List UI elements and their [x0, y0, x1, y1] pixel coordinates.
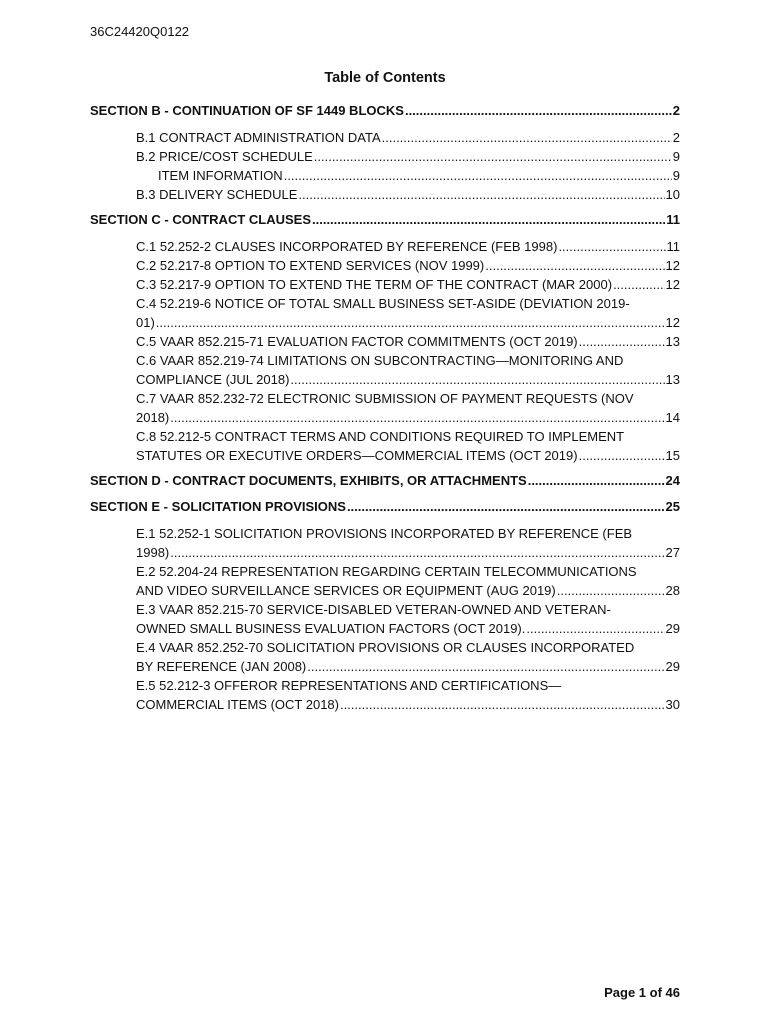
toc-page-number: 12	[665, 258, 680, 273]
toc-item-label: STATUTES OR EXECUTIVE ORDERS—COMMERCIAL ITEMS (OCT 2019)	[136, 448, 578, 463]
toc-page-number: 13	[665, 372, 680, 387]
toc-item-label-line: E.1 52.252-1 SOLICITATION PROVISIONS INCORPORATED BY REFERENCE (FEB	[136, 526, 633, 541]
dot-leader	[170, 543, 664, 562]
toc-page-number: 11	[666, 239, 680, 254]
toc-item-label: 01)	[136, 315, 155, 330]
toc-item-label: C.3 52.217-9 OPTION TO EXTEND THE TERM OF THE CONTRACT (MAR 2000)	[136, 277, 613, 292]
toc-section-label: SECTION D - CONTRACT DOCUMENTS, EXHIBITS, OR ATTACHMENTS	[90, 473, 527, 488]
toc-title: Table of Contents	[324, 70, 446, 86]
toc-page-number: 9	[672, 149, 680, 164]
toc-section-entry[interactable]	[90, 472, 680, 490]
toc-page-number: 12	[665, 315, 680, 330]
dot-leader	[579, 446, 665, 465]
toc-item-entry[interactable]	[136, 638, 680, 676]
toc-page-number: 14	[665, 410, 680, 425]
toc-page-number: 13	[665, 334, 680, 349]
toc-page-number: 11	[666, 212, 680, 227]
toc-item-entry[interactable]	[136, 275, 680, 294]
toc-page-number: 10	[665, 187, 680, 202]
dot-leader	[579, 332, 665, 351]
toc-item-label-line: C.8 52.212-5 CONTRACT TERMS AND CONDITIONS REQUIRED TO IMPLEMENT	[136, 429, 625, 444]
toc-page-number: 2	[672, 103, 680, 118]
toc-item-label: C.2 52.217-8 OPTION TO EXTEND SERVICES (NOV 1999)	[136, 258, 485, 273]
toc-page-number: 2	[672, 130, 680, 145]
dot-leader	[528, 472, 665, 490]
dot-leader	[170, 408, 664, 427]
toc-item-label: B.1 CONTRACT ADMINISTRATION DATA	[136, 130, 381, 145]
toc-section-entry[interactable]	[90, 211, 680, 229]
toc-item-label-line: E.2 52.204-24 REPRESENTATION REGARDING CERTAIN TELECOMMUNICATIONS	[136, 564, 637, 579]
dot-leader	[558, 237, 665, 256]
toc-page-number: 12	[665, 277, 680, 292]
toc-section-label: SECTION B - CONTINUATION OF SF 1449 BLOCKS	[90, 103, 404, 118]
dot-leader	[347, 498, 665, 516]
toc-page-number: 30	[665, 697, 680, 712]
toc-item-entry[interactable]	[136, 524, 680, 562]
toc-item-entry[interactable]	[136, 600, 680, 638]
dot-leader	[312, 211, 665, 229]
toc-item-label-line: C.4 52.219-6 NOTICE OF TOTAL SMALL BUSINESS SET-ASIDE (DEVIATION 2019-	[136, 296, 630, 311]
dot-leader	[298, 185, 664, 204]
dot-leader	[526, 619, 664, 638]
dot-leader	[314, 147, 672, 166]
toc-item-label: OWNED SMALL BUSINESS EVALUATION FACTORS (OCT 2019).	[136, 621, 526, 636]
dot-leader	[284, 166, 672, 185]
toc-page-number: 24	[665, 473, 680, 488]
page-number: Page 1 of 46	[604, 985, 680, 1000]
toc-item-entry[interactable]	[136, 389, 680, 427]
toc-item-label: COMPLIANCE (JUL 2018)	[136, 372, 290, 387]
toc-subsection-list	[136, 237, 680, 465]
toc-page-number: 29	[665, 621, 680, 636]
dot-leader	[290, 370, 664, 389]
toc-item-label: B.2 PRICE/COST SCHEDULE	[136, 149, 313, 164]
toc-item-label: 1998)	[136, 545, 170, 560]
toc-item-label: AND VIDEO SURVEILLANCE SERVICES OR EQUIPMENT (AUG 2019)	[136, 583, 556, 598]
toc-section-label: SECTION E - SOLICITATION PROVISIONS	[90, 499, 346, 514]
toc-section-entry[interactable]	[90, 102, 680, 120]
toc-item-label-line: E.5 52.212-3 OFFEROR REPRESENTATIONS AND CERTIFICATIONS—	[136, 678, 562, 693]
dot-leader	[340, 695, 665, 714]
toc-item-entry[interactable]	[136, 676, 680, 714]
toc-page-number: 27	[665, 545, 680, 560]
toc-item-entry[interactable]	[136, 185, 680, 204]
toc-page-number: 29	[665, 659, 680, 674]
toc-item-label: B.3 DELIVERY SCHEDULE	[136, 187, 298, 202]
toc-item-entry[interactable]	[136, 294, 680, 332]
dot-leader	[307, 657, 664, 676]
dot-leader	[382, 128, 672, 147]
toc-item-label: C.5 VAAR 852.215-71 EVALUATION FACTOR COMMITMENTS (OCT 2019)	[136, 334, 578, 349]
toc-item-label: ITEM INFORMATION	[158, 168, 283, 183]
toc-item-entry[interactable]	[136, 256, 680, 275]
toc-page-number: 25	[665, 499, 680, 514]
toc-subsection-list	[136, 128, 680, 204]
toc-page-number: 9	[672, 168, 680, 183]
toc-item-entry[interactable]	[136, 166, 680, 185]
dot-leader	[405, 102, 672, 120]
toc-section-entry[interactable]	[90, 498, 680, 516]
table-of-contents	[90, 102, 680, 721]
dot-leader	[485, 256, 664, 275]
toc-item-entry[interactable]	[136, 128, 680, 147]
document-id: 36C24420Q0122	[90, 24, 190, 39]
toc-page-number: 28	[665, 583, 680, 598]
toc-item-entry[interactable]	[136, 237, 680, 256]
dot-leader	[613, 275, 664, 294]
toc-item-label-line: E.4 VAAR 852.252-70 SOLICITATION PROVISIONS OR CLAUSES INCORPORATED	[136, 640, 635, 655]
toc-item-entry[interactable]	[136, 562, 680, 600]
toc-item-label: C.1 52.252-2 CLAUSES INCORPORATED BY REFERENCE (FEB 1998)	[136, 239, 558, 254]
dot-leader	[557, 581, 665, 600]
toc-item-label: BY REFERENCE (JAN 2008)	[136, 659, 307, 674]
toc-subsection-list	[136, 524, 680, 714]
toc-item-label-line: E.3 VAAR 852.215-70 SERVICE-DISABLED VETERAN-OWNED AND VETERAN-	[136, 602, 611, 617]
toc-item-entry[interactable]	[136, 332, 680, 351]
toc-page-number: 15	[665, 448, 680, 463]
toc-item-entry[interactable]	[136, 427, 680, 465]
toc-item-label-line: C.7 VAAR 852.232-72 ELECTRONIC SUBMISSION OF PAYMENT REQUESTS (NOV	[136, 391, 634, 406]
toc-item-entry[interactable]	[136, 351, 680, 389]
toc-item-entry[interactable]	[136, 147, 680, 166]
toc-item-label: COMMERCIAL ITEMS (OCT 2018)	[136, 697, 339, 712]
dot-leader	[156, 313, 665, 332]
toc-section-label: SECTION C - CONTRACT CLAUSES	[90, 212, 311, 227]
toc-item-label-line: C.6 VAAR 852.219-74 LIMITATIONS ON SUBCONTRACTING—MONITORING AND	[136, 353, 624, 368]
toc-item-label: 2018)	[136, 410, 170, 425]
